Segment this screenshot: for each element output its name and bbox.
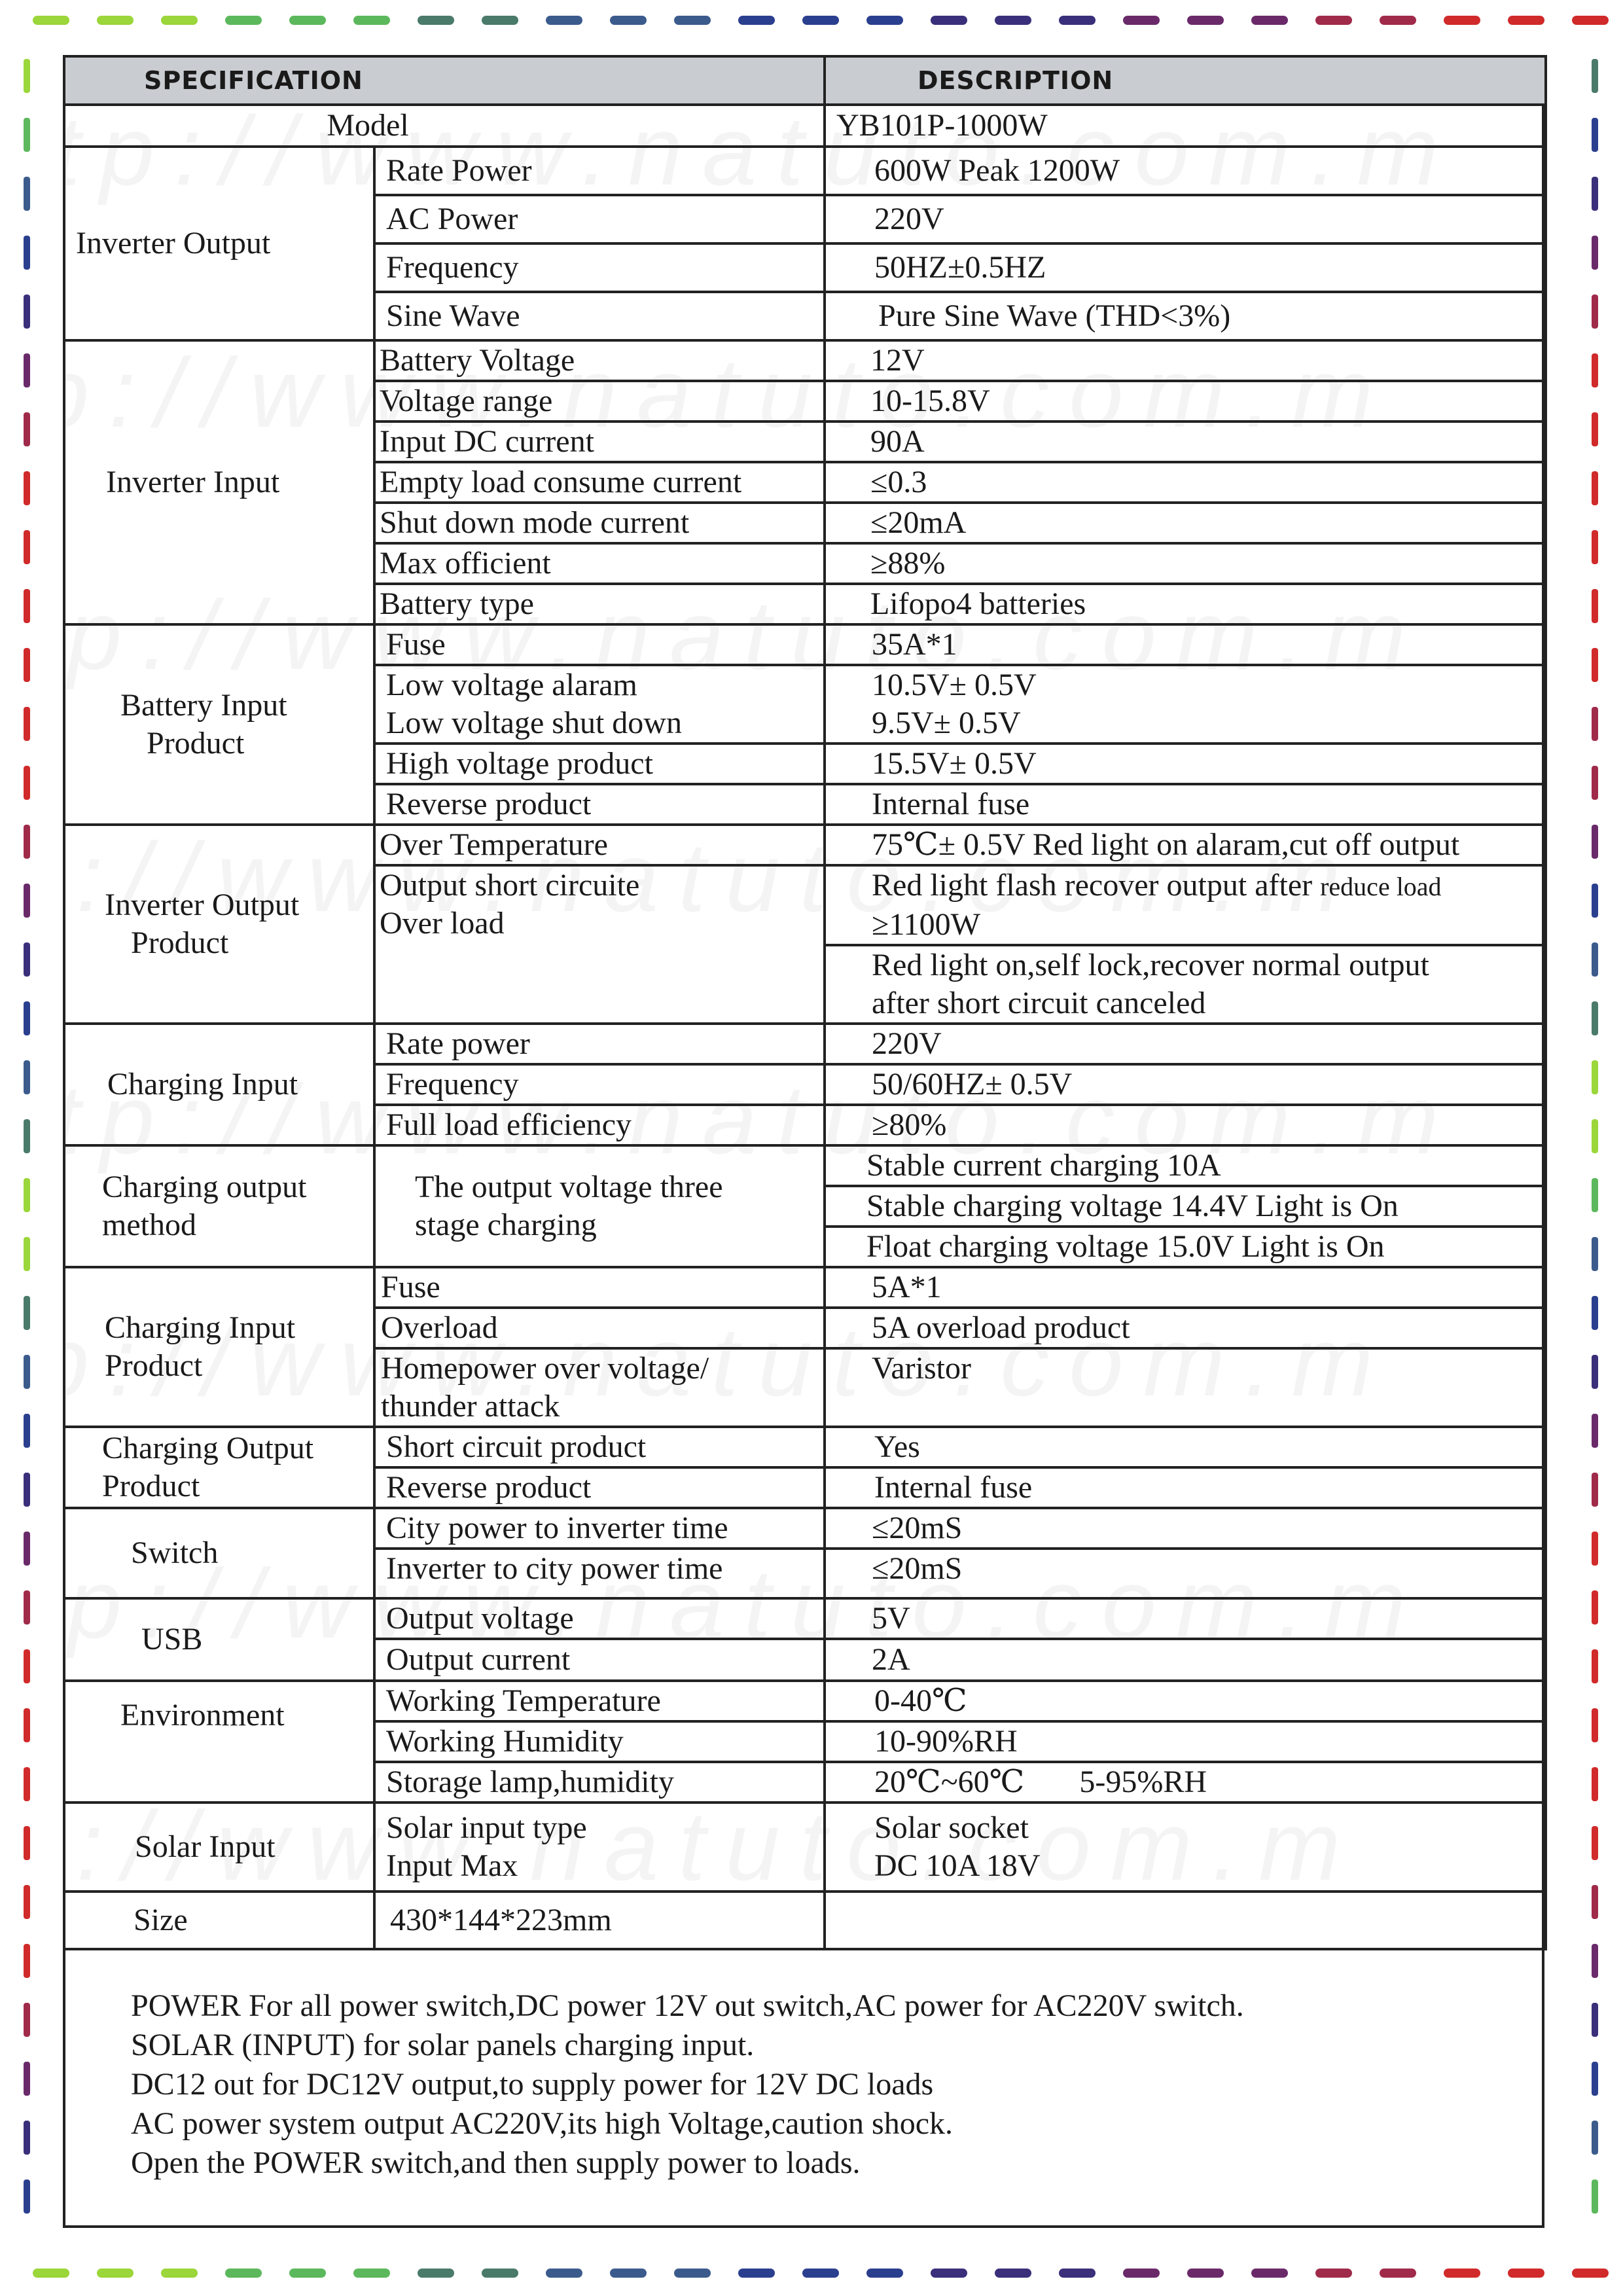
frame-dash bbox=[546, 16, 582, 25]
spec-value: ≤20mS bbox=[825, 1549, 1546, 1598]
spec-label: AC Power bbox=[374, 195, 825, 243]
table-row bbox=[64, 1145, 1546, 1186]
frame-dash bbox=[1508, 2269, 1544, 2278]
spec-value: 20℃~60℃ 5-95%RH bbox=[825, 1762, 1546, 1803]
frame-dash bbox=[738, 2269, 775, 2278]
frame-dash bbox=[1592, 295, 1598, 329]
table-row bbox=[64, 1681, 1546, 1721]
frame-dash bbox=[24, 177, 30, 211]
frame-dash bbox=[1251, 2269, 1288, 2278]
spec-label: Fuse bbox=[374, 624, 825, 665]
spec-label: Sine Wave bbox=[374, 292, 825, 340]
spec-value: Stable charging voltage 14.4V Light is On bbox=[825, 1186, 1546, 1227]
group-environment: Environment bbox=[64, 1681, 374, 1803]
group-label-line: Battery Input bbox=[120, 688, 287, 723]
spec-label: Battery type bbox=[374, 584, 825, 624]
spec-value: Yes bbox=[825, 1427, 1546, 1467]
frame-dash bbox=[24, 942, 30, 977]
note-line: SOLAR (INPUT) for solar panels charging input. bbox=[131, 2028, 755, 2062]
spec-label: Max officient bbox=[374, 543, 825, 584]
group-inverter-output-product bbox=[64, 825, 374, 1024]
frame-dash bbox=[1059, 16, 1096, 25]
table-row bbox=[64, 1803, 1546, 1892]
spec-label: Shut down mode current bbox=[374, 503, 825, 543]
group-label-line: Product bbox=[102, 1469, 200, 1503]
frame-dash bbox=[1592, 1060, 1598, 1094]
spec-label-line: stage charging bbox=[415, 1208, 597, 1242]
frame-dash bbox=[1592, 1649, 1598, 1683]
spec-label: Working Temperature bbox=[374, 1681, 825, 1721]
spec-value: 9.5V± 0.5V bbox=[825, 704, 1546, 744]
spec-label-line: Solar input type bbox=[386, 1810, 587, 1845]
group-label-line: Inverter Output bbox=[105, 888, 300, 922]
spec-value: Float charging voltage 15.0V Light is On bbox=[825, 1227, 1546, 1267]
frame-dash bbox=[24, 2062, 30, 2096]
group-label-line: Product bbox=[147, 726, 245, 761]
group-label-line: Charging output bbox=[102, 1170, 307, 1204]
frame-dash bbox=[1380, 2269, 1416, 2278]
frame-dash bbox=[33, 2269, 69, 2278]
spec-label: Rate Power bbox=[374, 147, 825, 195]
frame-dash bbox=[1592, 118, 1598, 152]
spec-value: 75℃± 0.5V Red light on alaram,cut off output bbox=[825, 825, 1546, 865]
spec-label: Low voltage alaram bbox=[374, 665, 825, 704]
frame-dash bbox=[995, 16, 1031, 25]
frame-dash bbox=[1592, 1001, 1598, 1035]
specification-table bbox=[63, 55, 1547, 1950]
frame-dash bbox=[1592, 2062, 1598, 2096]
frame-dash bbox=[24, 1119, 30, 1153]
spec-value: Internal fuse bbox=[825, 1467, 1546, 1508]
size-empty-cell bbox=[825, 1892, 1546, 1949]
decorative-frame-bottom bbox=[0, 2266, 1623, 2282]
frame-dash bbox=[1572, 16, 1609, 25]
frame-dash bbox=[225, 2269, 262, 2278]
spec-value: 10-15.8V bbox=[825, 381, 1546, 422]
frame-dash bbox=[289, 16, 326, 25]
table-row bbox=[64, 1267, 1546, 1308]
frame-dash bbox=[353, 16, 390, 25]
spec-value-line: ≥1100W bbox=[872, 907, 980, 942]
spec-value bbox=[825, 865, 1546, 945]
spec-label-line: Output short circuite bbox=[380, 868, 640, 903]
model-label: Model bbox=[64, 105, 825, 147]
spec-value-line: Red light flash recover output after bbox=[872, 868, 1313, 903]
frame-dash bbox=[995, 2269, 1031, 2278]
frame-dash bbox=[1592, 1414, 1598, 1448]
frame-dash bbox=[24, 1060, 30, 1094]
group-charging-output-method bbox=[64, 1145, 374, 1267]
spec-label: Inverter to city power time bbox=[374, 1549, 825, 1598]
table-row bbox=[64, 340, 1546, 381]
spec-label bbox=[374, 865, 825, 1024]
spec-label: Output current bbox=[374, 1639, 825, 1681]
frame-dash bbox=[1444, 16, 1480, 25]
frame-dash bbox=[674, 16, 711, 25]
frame-dash bbox=[24, 707, 30, 741]
frame-dash bbox=[24, 412, 30, 446]
frame-dash bbox=[1187, 16, 1224, 25]
header-specification: SPECIFICATION bbox=[64, 56, 825, 105]
frame-dash bbox=[482, 16, 518, 25]
table-row bbox=[64, 624, 1546, 665]
spec-value bbox=[825, 945, 1546, 1024]
group-label-line: Product bbox=[105, 1348, 203, 1383]
spec-value-line: Solar socket bbox=[874, 1810, 1029, 1845]
spec-value-line: after short circuit canceled bbox=[872, 986, 1206, 1020]
spec-label: Voltage range bbox=[374, 381, 825, 422]
frame-dash bbox=[24, 236, 30, 270]
frame-dash bbox=[418, 2269, 454, 2278]
size-value: 430*144*223mm bbox=[374, 1892, 825, 1949]
group-solar-input: Solar Input bbox=[64, 1803, 374, 1892]
frame-dash bbox=[1444, 2269, 1480, 2278]
frame-dash bbox=[225, 16, 262, 25]
frame-dash bbox=[1592, 2121, 1598, 2155]
frame-dash bbox=[931, 16, 967, 25]
table-row bbox=[64, 1892, 1546, 1949]
group-label-line: Charging Output bbox=[102, 1431, 314, 1465]
spec-value: Internal fuse bbox=[825, 784, 1546, 825]
frame-dash bbox=[24, 1944, 30, 1978]
spec-value bbox=[825, 1803, 1546, 1892]
frame-dash bbox=[24, 1414, 30, 1448]
spec-value: ≥88% bbox=[825, 543, 1546, 584]
spec-label: Working Humidity bbox=[374, 1721, 825, 1762]
note-line: POWER For all power switch,DC power 12V out switch,AC power for AC220V switch. bbox=[131, 1988, 1244, 2023]
size-label: Size bbox=[64, 1892, 374, 1949]
frame-dash bbox=[1508, 16, 1544, 25]
frame-dash bbox=[24, 1826, 30, 1860]
spec-label: Input DC current bbox=[374, 422, 825, 462]
spec-label: Empty load consume current bbox=[374, 462, 825, 503]
frame-dash bbox=[546, 2269, 582, 2278]
frame-dash bbox=[24, 118, 30, 152]
group-charging-input: Charging Input bbox=[64, 1024, 374, 1145]
group-inverter-output: Inverter Output bbox=[64, 147, 374, 340]
spec-label: Overload bbox=[374, 1308, 825, 1348]
frame-dash bbox=[1592, 1708, 1598, 1742]
spec-value: 12V bbox=[825, 340, 1546, 381]
spec-label-line: thunder attack bbox=[381, 1389, 560, 1424]
frame-dash bbox=[802, 2269, 839, 2278]
spec-value: Varistor bbox=[825, 1348, 1546, 1427]
spec-label: Output voltage bbox=[374, 1598, 825, 1639]
frame-dash bbox=[161, 2269, 198, 2278]
spec-value: Pure Sine Wave (THD<3%) bbox=[825, 292, 1546, 340]
frame-dash bbox=[1592, 1473, 1598, 1507]
frame-dash bbox=[738, 16, 775, 25]
spec-value: ≤20mA bbox=[825, 503, 1546, 543]
spec-value: Stable current charging 10A bbox=[825, 1145, 1546, 1186]
frame-dash bbox=[24, 1178, 30, 1212]
spec-label: Full load efficiency bbox=[374, 1105, 825, 1145]
frame-dash bbox=[1315, 16, 1352, 25]
frame-dash bbox=[482, 2269, 518, 2278]
frame-dash bbox=[24, 825, 30, 859]
frame-dash bbox=[1592, 530, 1598, 564]
frame-dash bbox=[1592, 1237, 1598, 1271]
spec-label-line: The output voltage three bbox=[415, 1170, 723, 1204]
frame-dash bbox=[1592, 1826, 1598, 1860]
frame-dash bbox=[1572, 2269, 1609, 2278]
frame-dash bbox=[610, 2269, 647, 2278]
frame-dash bbox=[24, 1355, 30, 1389]
frame-dash bbox=[24, 1649, 30, 1683]
spec-label: Low voltage shut down bbox=[374, 704, 825, 744]
frame-dash bbox=[866, 2269, 903, 2278]
spec-label: Reverse product bbox=[374, 784, 825, 825]
spec-label: Battery Voltage bbox=[374, 340, 825, 381]
table-row bbox=[64, 147, 1546, 195]
frame-dash bbox=[1592, 59, 1598, 93]
frame-dash bbox=[1059, 2269, 1096, 2278]
frame-dash bbox=[1380, 16, 1416, 25]
frame-dash bbox=[866, 16, 903, 25]
frame-dash bbox=[24, 1767, 30, 1801]
spec-value: 600W Peak 1200W bbox=[825, 147, 1546, 195]
usage-notes bbox=[131, 1986, 1244, 2183]
frame-dash bbox=[24, 353, 30, 387]
frame-dash bbox=[24, 59, 30, 93]
spec-label-line: Over load bbox=[380, 906, 505, 941]
spec-value: 15.5V± 0.5V bbox=[825, 744, 1546, 784]
spec-value: 220V bbox=[825, 1024, 1546, 1064]
frame-dash bbox=[1592, 707, 1598, 741]
frame-dash bbox=[33, 16, 69, 25]
table-row bbox=[64, 825, 1546, 865]
frame-dash bbox=[24, 295, 30, 329]
frame-dash bbox=[610, 16, 647, 25]
spec-value: 50HZ±0.5HZ bbox=[825, 243, 1546, 292]
frame-dash bbox=[1592, 1944, 1598, 1978]
frame-dash bbox=[24, 471, 30, 505]
frame-dash bbox=[1592, 353, 1598, 387]
frame-dash bbox=[674, 2269, 711, 2278]
frame-dash bbox=[1592, 1296, 1598, 1330]
frame-dash bbox=[24, 648, 30, 682]
spec-label: Frequency bbox=[374, 1064, 825, 1105]
frame-dash bbox=[802, 16, 839, 25]
spec-value: 5A overload product bbox=[825, 1308, 1546, 1348]
spec-value: 10-90%RH bbox=[825, 1721, 1546, 1762]
frame-dash bbox=[24, 1708, 30, 1742]
spec-label: City power to inverter time bbox=[374, 1508, 825, 1549]
frame-dash bbox=[97, 2269, 134, 2278]
decorative-frame-left bbox=[20, 46, 35, 2258]
frame-dash bbox=[1592, 825, 1598, 859]
group-battery-input-product bbox=[64, 624, 374, 825]
frame-dash bbox=[1592, 1767, 1598, 1801]
frame-dash bbox=[1592, 589, 1598, 623]
frame-dash bbox=[24, 1296, 30, 1330]
spec-value: 2A bbox=[825, 1639, 1546, 1681]
frame-dash bbox=[24, 530, 30, 564]
table-row bbox=[64, 1508, 1546, 1549]
spec-value: 50/60HZ± 0.5V bbox=[825, 1064, 1546, 1105]
frame-dash bbox=[24, 884, 30, 918]
frame-dash bbox=[353, 2269, 390, 2278]
spec-value: ≤20mS bbox=[825, 1508, 1546, 1549]
note-line: Open the POWER switch,and then supply power to loads. bbox=[131, 2145, 861, 2180]
header-description: DESCRIPTION bbox=[825, 56, 1546, 105]
frame-dash bbox=[24, 1001, 30, 1035]
spec-value: 0-40℃ bbox=[825, 1681, 1546, 1721]
frame-dash bbox=[97, 16, 134, 25]
frame-dash bbox=[1592, 766, 1598, 800]
spec-value-line: DC 10A 18V bbox=[874, 1848, 1041, 1883]
group-switch: Switch bbox=[64, 1508, 374, 1598]
frame-dash bbox=[1123, 2269, 1160, 2278]
spec-value-small: reduce load bbox=[1320, 872, 1442, 901]
table-row bbox=[64, 1598, 1546, 1639]
table-row bbox=[64, 1024, 1546, 1064]
frame-dash bbox=[1592, 471, 1598, 505]
group-usb: USB bbox=[64, 1598, 374, 1681]
group-label-line: method bbox=[102, 1208, 196, 1242]
spec-label-line: Homepower over voltage/ bbox=[381, 1351, 709, 1386]
group-inverter-input: Inverter Input bbox=[64, 340, 374, 624]
group-label-line: Charging Input bbox=[105, 1310, 296, 1345]
spec-label bbox=[374, 1145, 825, 1267]
spec-label: Storage lamp,humidity bbox=[374, 1762, 825, 1803]
spec-value: 5V bbox=[825, 1598, 1546, 1639]
spec-value: 35A*1 bbox=[825, 624, 1546, 665]
frame-dash bbox=[289, 2269, 326, 2278]
spec-value: ≥80% bbox=[825, 1105, 1546, 1145]
spec-label: Short circuit product bbox=[374, 1427, 825, 1467]
decorative-frame-right bbox=[1588, 46, 1603, 2258]
frame-dash bbox=[1123, 16, 1160, 25]
frame-dash bbox=[24, 2003, 30, 2037]
spec-label: Fuse bbox=[374, 1267, 825, 1308]
spec-label: Frequency bbox=[374, 243, 825, 292]
frame-dash bbox=[24, 1237, 30, 1271]
frame-dash bbox=[1592, 1119, 1598, 1153]
spec-value: Lifopo4 batteries bbox=[825, 584, 1546, 624]
frame-dash bbox=[1592, 2179, 1598, 2214]
frame-dash bbox=[24, 589, 30, 623]
frame-dash bbox=[24, 1473, 30, 1507]
group-label-line: Product bbox=[131, 925, 229, 960]
spec-value: 5A*1 bbox=[825, 1267, 1546, 1308]
frame-dash bbox=[1592, 942, 1598, 977]
frame-dash bbox=[24, 2121, 30, 2155]
frame-dash bbox=[1315, 2269, 1352, 2278]
frame-dash bbox=[931, 2269, 967, 2278]
frame-dash bbox=[24, 1532, 30, 1566]
frame-dash bbox=[418, 16, 454, 25]
spec-value: 10.5V± 0.5V bbox=[825, 665, 1546, 704]
frame-dash bbox=[1592, 648, 1598, 682]
spec-label bbox=[374, 1803, 825, 1892]
frame-dash bbox=[24, 766, 30, 800]
frame-dash bbox=[1592, 412, 1598, 446]
frame-dash bbox=[1592, 1355, 1598, 1389]
note-line: DC12 out for DC12V output,to supply power for 12V DC loads bbox=[131, 2067, 934, 2102]
frame-dash bbox=[161, 16, 198, 25]
frame-dash bbox=[1592, 884, 1598, 918]
frame-dash bbox=[1187, 2269, 1224, 2278]
group-charging-input-product bbox=[64, 1267, 374, 1427]
frame-dash bbox=[1592, 2003, 1598, 2037]
table-header-row bbox=[64, 56, 1546, 105]
frame-dash bbox=[1592, 236, 1598, 270]
spec-value: 220V bbox=[825, 195, 1546, 243]
table-row bbox=[64, 1427, 1546, 1467]
frame-dash bbox=[1592, 1590, 1598, 1624]
spec-label: Over Temperature bbox=[374, 825, 825, 865]
spec-label-line: Input Max bbox=[386, 1848, 518, 1883]
decorative-frame-top bbox=[0, 13, 1623, 29]
model-value: YB101P-1000W bbox=[825, 105, 1546, 147]
frame-dash bbox=[1592, 1885, 1598, 1919]
frame-dash bbox=[1251, 16, 1288, 25]
spec-label: High voltage product bbox=[374, 744, 825, 784]
spec-value-line: Red light on,self lock,recover normal output bbox=[872, 948, 1429, 982]
frame-dash bbox=[1592, 177, 1598, 211]
spec-value: ≤0.3 bbox=[825, 462, 1546, 503]
spec-label bbox=[374, 1348, 825, 1427]
group-charging-output-product bbox=[64, 1427, 374, 1508]
spec-label: Rate power bbox=[374, 1024, 825, 1064]
frame-dash bbox=[1592, 1178, 1598, 1212]
frame-dash bbox=[24, 1885, 30, 1919]
frame-dash bbox=[24, 1590, 30, 1624]
spec-label: Reverse product bbox=[374, 1467, 825, 1508]
table-row bbox=[64, 105, 1546, 147]
note-line: AC power system output AC220V,its high Voltage,caution shock. bbox=[131, 2106, 953, 2141]
frame-dash bbox=[1592, 1532, 1598, 1566]
spec-value: 90A bbox=[825, 422, 1546, 462]
frame-dash bbox=[24, 2179, 30, 2214]
